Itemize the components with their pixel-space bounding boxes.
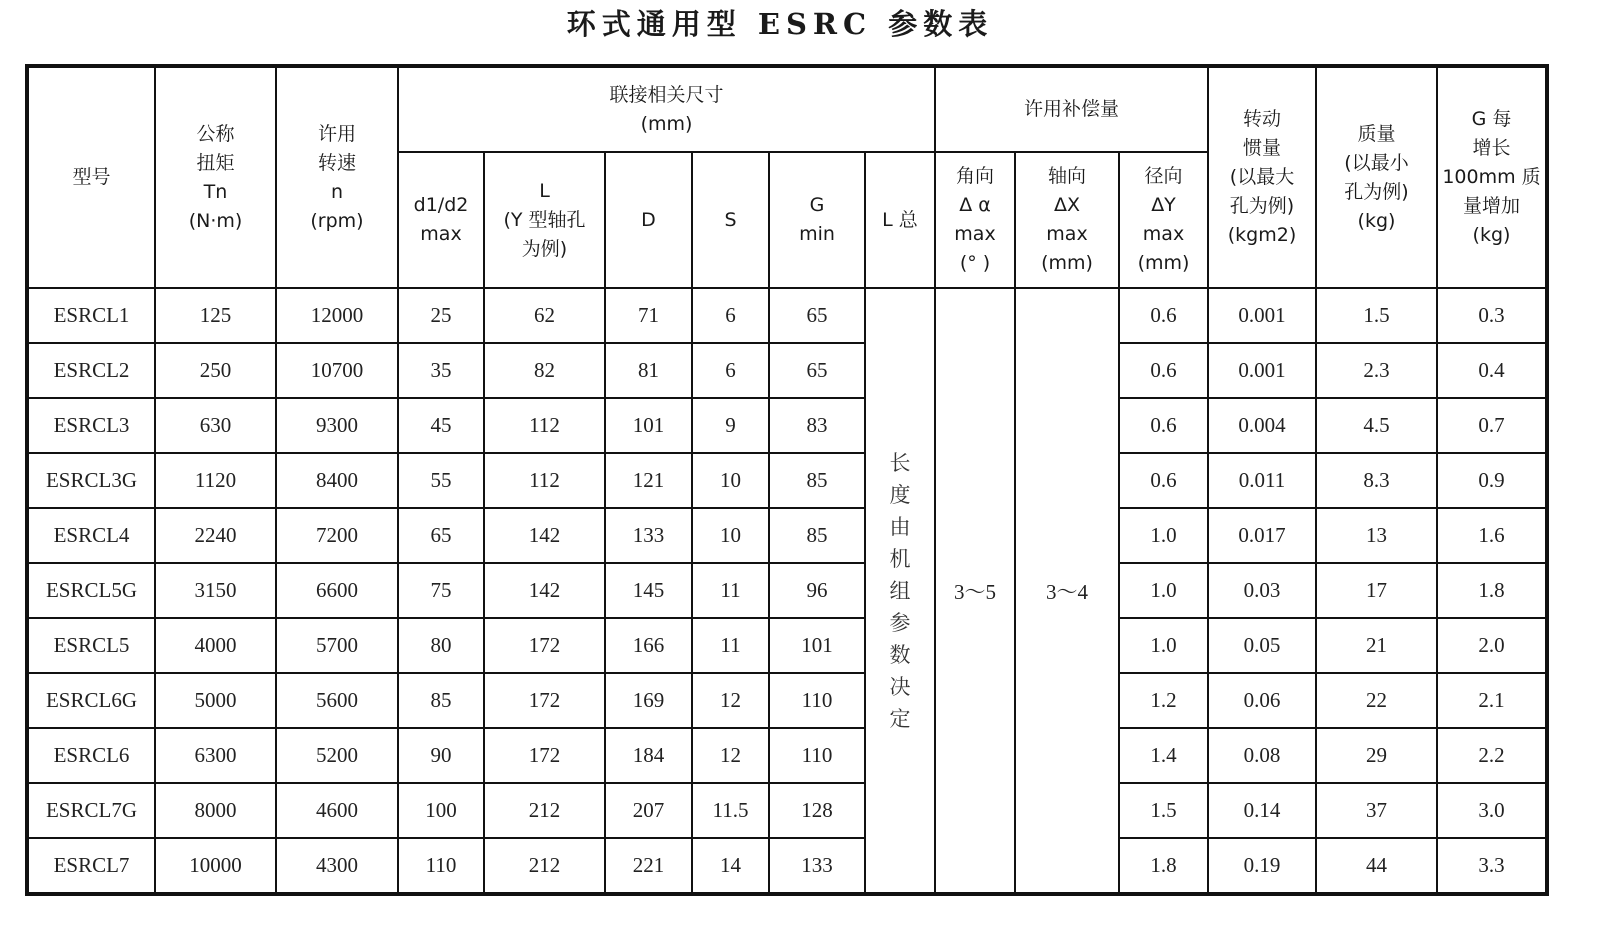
cell-radial: 0.6 <box>1119 288 1208 343</box>
cell-speed: 4600 <box>276 783 398 838</box>
cell-speed: 5200 <box>276 728 398 783</box>
cell-model: ESRCL6 <box>27 728 155 783</box>
cell-radial: 1.0 <box>1119 618 1208 673</box>
cell-radial: 1.8 <box>1119 838 1208 894</box>
cell-D: 184 <box>605 728 692 783</box>
cell-L: 142 <box>484 508 605 563</box>
cell-inertia: 0.05 <box>1208 618 1316 673</box>
cell-d: 100 <box>398 783 484 838</box>
cell-G: 65 <box>769 288 865 343</box>
cell-model: ESRCL5G <box>27 563 155 618</box>
cell-torque: 4000 <box>155 618 276 673</box>
cell-mass: 2.3 <box>1316 343 1437 398</box>
table-row <box>27 783 1547 838</box>
cell-torque: 3150 <box>155 563 276 618</box>
cell-torque: 2240 <box>155 508 276 563</box>
cell-g-mass: 2.2 <box>1437 728 1547 783</box>
cell-inertia: 0.19 <box>1208 838 1316 894</box>
cell-G: 85 <box>769 453 865 508</box>
cell-inertia: 0.03 <box>1208 563 1316 618</box>
cell-speed: 6600 <box>276 563 398 618</box>
cell-mass: 21 <box>1316 618 1437 673</box>
cell-radial: 0.6 <box>1119 343 1208 398</box>
cell-model: ESRCL7 <box>27 838 155 894</box>
cell-d: 65 <box>398 508 484 563</box>
table-row <box>27 618 1547 673</box>
cell-model: ESRCL7G <box>27 783 155 838</box>
cell-speed: 5700 <box>276 618 398 673</box>
cell-S: 12 <box>692 673 769 728</box>
cell-g-mass: 1.8 <box>1437 563 1547 618</box>
cell-mass: 17 <box>1316 563 1437 618</box>
cell-G: 110 <box>769 673 865 728</box>
header-torque: 公称 扭矩 Tn (N·m) <box>155 66 276 288</box>
cell-d: 80 <box>398 618 484 673</box>
header-speed: 许用 转速 n (rpm) <box>276 66 398 288</box>
cell-radial: 0.6 <box>1119 453 1208 508</box>
cell-g-mass: 3.3 <box>1437 838 1547 894</box>
cell-angular-value: 3～5 <box>935 288 1015 894</box>
cell-g-mass: 3.0 <box>1437 783 1547 838</box>
table-header <box>27 66 1547 288</box>
header-L: L (Y 型轴孔 为例) <box>484 152 605 288</box>
cell-G: 133 <box>769 838 865 894</box>
cell-D: 221 <box>605 838 692 894</box>
header-connection-dimensions: 联接相关尺寸 (mm) <box>398 66 935 152</box>
cell-L: 172 <box>484 618 605 673</box>
cell-D: 133 <box>605 508 692 563</box>
header-g-mass-increase: G 每 增长 100mm 质 量增加 (kg) <box>1437 66 1547 288</box>
cell-torque: 8000 <box>155 783 276 838</box>
cell-S: 12 <box>692 728 769 783</box>
cell-g-mass: 0.9 <box>1437 453 1547 508</box>
cell-mass: 37 <box>1316 783 1437 838</box>
cell-G: 65 <box>769 343 865 398</box>
cell-S: 11.5 <box>692 783 769 838</box>
cell-model: ESRCL6G <box>27 673 155 728</box>
cell-S: 10 <box>692 453 769 508</box>
cell-inertia: 0.017 <box>1208 508 1316 563</box>
table-row <box>27 398 1547 453</box>
cell-D: 121 <box>605 453 692 508</box>
cell-L: 82 <box>484 343 605 398</box>
cell-d: 75 <box>398 563 484 618</box>
cell-model: ESRCL3G <box>27 453 155 508</box>
cell-L: 112 <box>484 398 605 453</box>
cell-G: 110 <box>769 728 865 783</box>
cell-torque: 250 <box>155 343 276 398</box>
cell-g-mass: 1.6 <box>1437 508 1547 563</box>
cell-inertia: 0.06 <box>1208 673 1316 728</box>
cell-model: ESRCL4 <box>27 508 155 563</box>
cell-L: 212 <box>484 783 605 838</box>
cell-D: 166 <box>605 618 692 673</box>
cell-inertia: 0.001 <box>1208 288 1316 343</box>
cell-G: 96 <box>769 563 865 618</box>
cell-speed: 5600 <box>276 673 398 728</box>
cell-d: 110 <box>398 838 484 894</box>
cell-d: 85 <box>398 673 484 728</box>
cell-radial: 1.5 <box>1119 783 1208 838</box>
header-S: S <box>692 152 769 288</box>
cell-mass: 13 <box>1316 508 1437 563</box>
table-row <box>27 838 1547 894</box>
cell-S: 11 <box>692 563 769 618</box>
cell-S: 6 <box>692 343 769 398</box>
cell-inertia: 0.011 <box>1208 453 1316 508</box>
cell-L: 62 <box>484 288 605 343</box>
cell-speed: 9300 <box>276 398 398 453</box>
cell-inertia: 0.08 <box>1208 728 1316 783</box>
cell-G: 128 <box>769 783 865 838</box>
cell-mass: 44 <box>1316 838 1437 894</box>
cell-D: 169 <box>605 673 692 728</box>
cell-D: 101 <box>605 398 692 453</box>
header-inertia: 转动 惯量 (以最大 孔为例) (kgm2) <box>1208 66 1316 288</box>
header-model: 型号 <box>27 66 155 288</box>
cell-mass: 8.3 <box>1316 453 1437 508</box>
header-G: G min <box>769 152 865 288</box>
esrc-parameter-table <box>25 64 1549 896</box>
cell-torque: 10000 <box>155 838 276 894</box>
table-body <box>27 288 1547 894</box>
cell-D: 145 <box>605 563 692 618</box>
cell-torque: 630 <box>155 398 276 453</box>
cell-mass: 4.5 <box>1316 398 1437 453</box>
cell-L: 172 <box>484 728 605 783</box>
cell-inertia: 0.14 <box>1208 783 1316 838</box>
header-L-total: L 总 <box>865 152 935 288</box>
table-row <box>27 728 1547 783</box>
cell-mass: 29 <box>1316 728 1437 783</box>
header-angular: 角向 Δ α max (° ) <box>935 152 1015 288</box>
table-row <box>27 563 1547 618</box>
cell-radial: 0.6 <box>1119 398 1208 453</box>
cell-axial-value: 3～4 <box>1015 288 1119 894</box>
cell-g-mass: 0.7 <box>1437 398 1547 453</box>
cell-D: 207 <box>605 783 692 838</box>
cell-G: 101 <box>769 618 865 673</box>
cell-model: ESRCL2 <box>27 343 155 398</box>
table-row <box>27 343 1547 398</box>
cell-model: ESRCL3 <box>27 398 155 453</box>
cell-torque: 5000 <box>155 673 276 728</box>
cell-radial: 1.2 <box>1119 673 1208 728</box>
cell-G: 83 <box>769 398 865 453</box>
table-row <box>27 288 1547 343</box>
cell-d: 90 <box>398 728 484 783</box>
header-axial: 轴向 ΔX max (mm) <box>1015 152 1119 288</box>
page-title: 环式通用型 ESRC 参数表 <box>566 7 994 41</box>
cell-torque: 1120 <box>155 453 276 508</box>
cell-mass: 1.5 <box>1316 288 1437 343</box>
header-d1d2: d1/d2 max <box>398 152 484 288</box>
cell-S: 14 <box>692 838 769 894</box>
cell-mass: 22 <box>1316 673 1437 728</box>
cell-g-mass: 2.1 <box>1437 673 1547 728</box>
cell-radial: 1.4 <box>1119 728 1208 783</box>
cell-d: 35 <box>398 343 484 398</box>
cell-g-mass: 0.4 <box>1437 343 1547 398</box>
cell-S: 11 <box>692 618 769 673</box>
cell-L: 142 <box>484 563 605 618</box>
table-row <box>27 673 1547 728</box>
cell-G: 85 <box>769 508 865 563</box>
cell-model: ESRCL5 <box>27 618 155 673</box>
cell-g-mass: 2.0 <box>1437 618 1547 673</box>
cell-g-mass: 0.3 <box>1437 288 1547 343</box>
cell-S: 6 <box>692 288 769 343</box>
cell-radial: 1.0 <box>1119 508 1208 563</box>
cell-model: ESRCL1 <box>27 288 155 343</box>
cell-L: 212 <box>484 838 605 894</box>
cell-L: 112 <box>484 453 605 508</box>
table-row <box>27 508 1547 563</box>
cell-radial: 1.0 <box>1119 563 1208 618</box>
cell-d: 25 <box>398 288 484 343</box>
cell-speed: 4300 <box>276 838 398 894</box>
header-mass: 质量 (以最小 孔为例) (kg) <box>1316 66 1437 288</box>
cell-l-total-note: 长 度 由 机 组 参 数 决 定 <box>865 288 935 894</box>
cell-L: 172 <box>484 673 605 728</box>
cell-torque: 6300 <box>155 728 276 783</box>
cell-S: 9 <box>692 398 769 453</box>
cell-inertia: 0.004 <box>1208 398 1316 453</box>
cell-speed: 10700 <box>276 343 398 398</box>
cell-torque: 125 <box>155 288 276 343</box>
table-row <box>27 453 1547 508</box>
cell-D: 81 <box>605 343 692 398</box>
cell-d: 55 <box>398 453 484 508</box>
cell-speed: 12000 <box>276 288 398 343</box>
cell-D: 71 <box>605 288 692 343</box>
cell-speed: 8400 <box>276 453 398 508</box>
header-D: D <box>605 152 692 288</box>
cell-inertia: 0.001 <box>1208 343 1316 398</box>
cell-S: 10 <box>692 508 769 563</box>
header-allowable-compensation: 许用补偿量 <box>935 66 1208 152</box>
cell-speed: 7200 <box>276 508 398 563</box>
cell-d: 45 <box>398 398 484 453</box>
header-radial: 径向 ΔY max (mm) <box>1119 152 1208 288</box>
